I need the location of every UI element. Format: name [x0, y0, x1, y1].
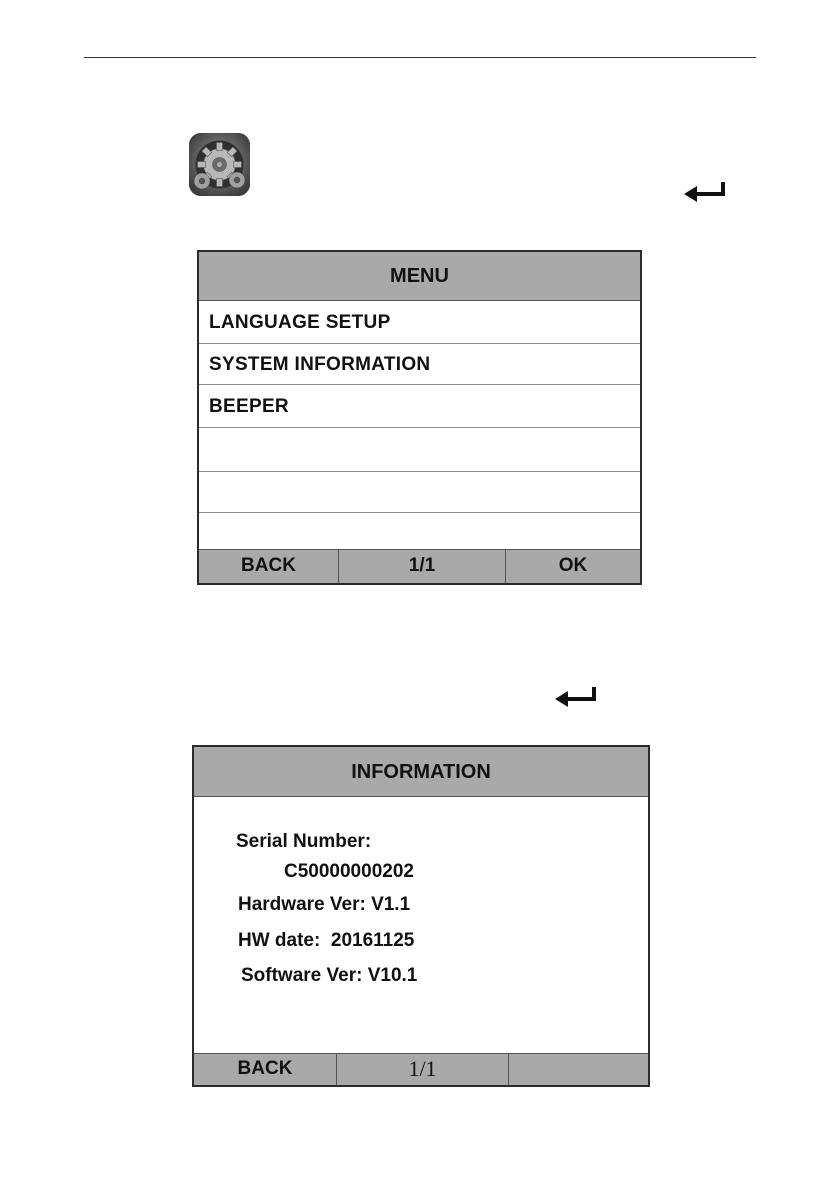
menu-footer: [199, 549, 640, 583]
blank-softkey: [509, 1054, 648, 1085]
menu-item-language-setup[interactable]: LANGUAGE SETUP: [199, 301, 640, 344]
software-version: Software Ver: V10.1: [241, 965, 418, 986]
back-button[interactable]: BACK: [199, 550, 339, 583]
information-footer: [194, 1053, 648, 1085]
back-button[interactable]: BACK: [194, 1054, 337, 1085]
ok-button[interactable]: OK: [558, 555, 588, 576]
header-rule: [84, 57, 756, 58]
page-indicator: 1/1: [339, 550, 506, 583]
menu-item-empty: [199, 472, 640, 513]
enter-return-icon: [684, 180, 728, 202]
hardware-version: Hardware Ver: V1.1: [238, 894, 411, 915]
information-screen: [192, 745, 650, 1087]
menu-item-beeper[interactable]: BEEPER: [199, 385, 640, 428]
menu-item-empty: [199, 428, 640, 472]
menu-item-system-information[interactable]: SYSTEM INFORMATION: [199, 344, 640, 385]
information-title: INFORMATION: [194, 747, 648, 797]
serial-number-value: C50000000202: [284, 861, 414, 882]
menu-screen: [197, 250, 642, 585]
page-indicator: 1/1: [337, 1054, 509, 1085]
serial-number-label: Serial Number:: [236, 831, 372, 852]
menu-title: MENU: [199, 252, 640, 301]
settings-gear-icon: [189, 133, 250, 196]
enter-return-icon: [555, 685, 599, 707]
hardware-date: HW date: 20161125: [238, 930, 415, 951]
